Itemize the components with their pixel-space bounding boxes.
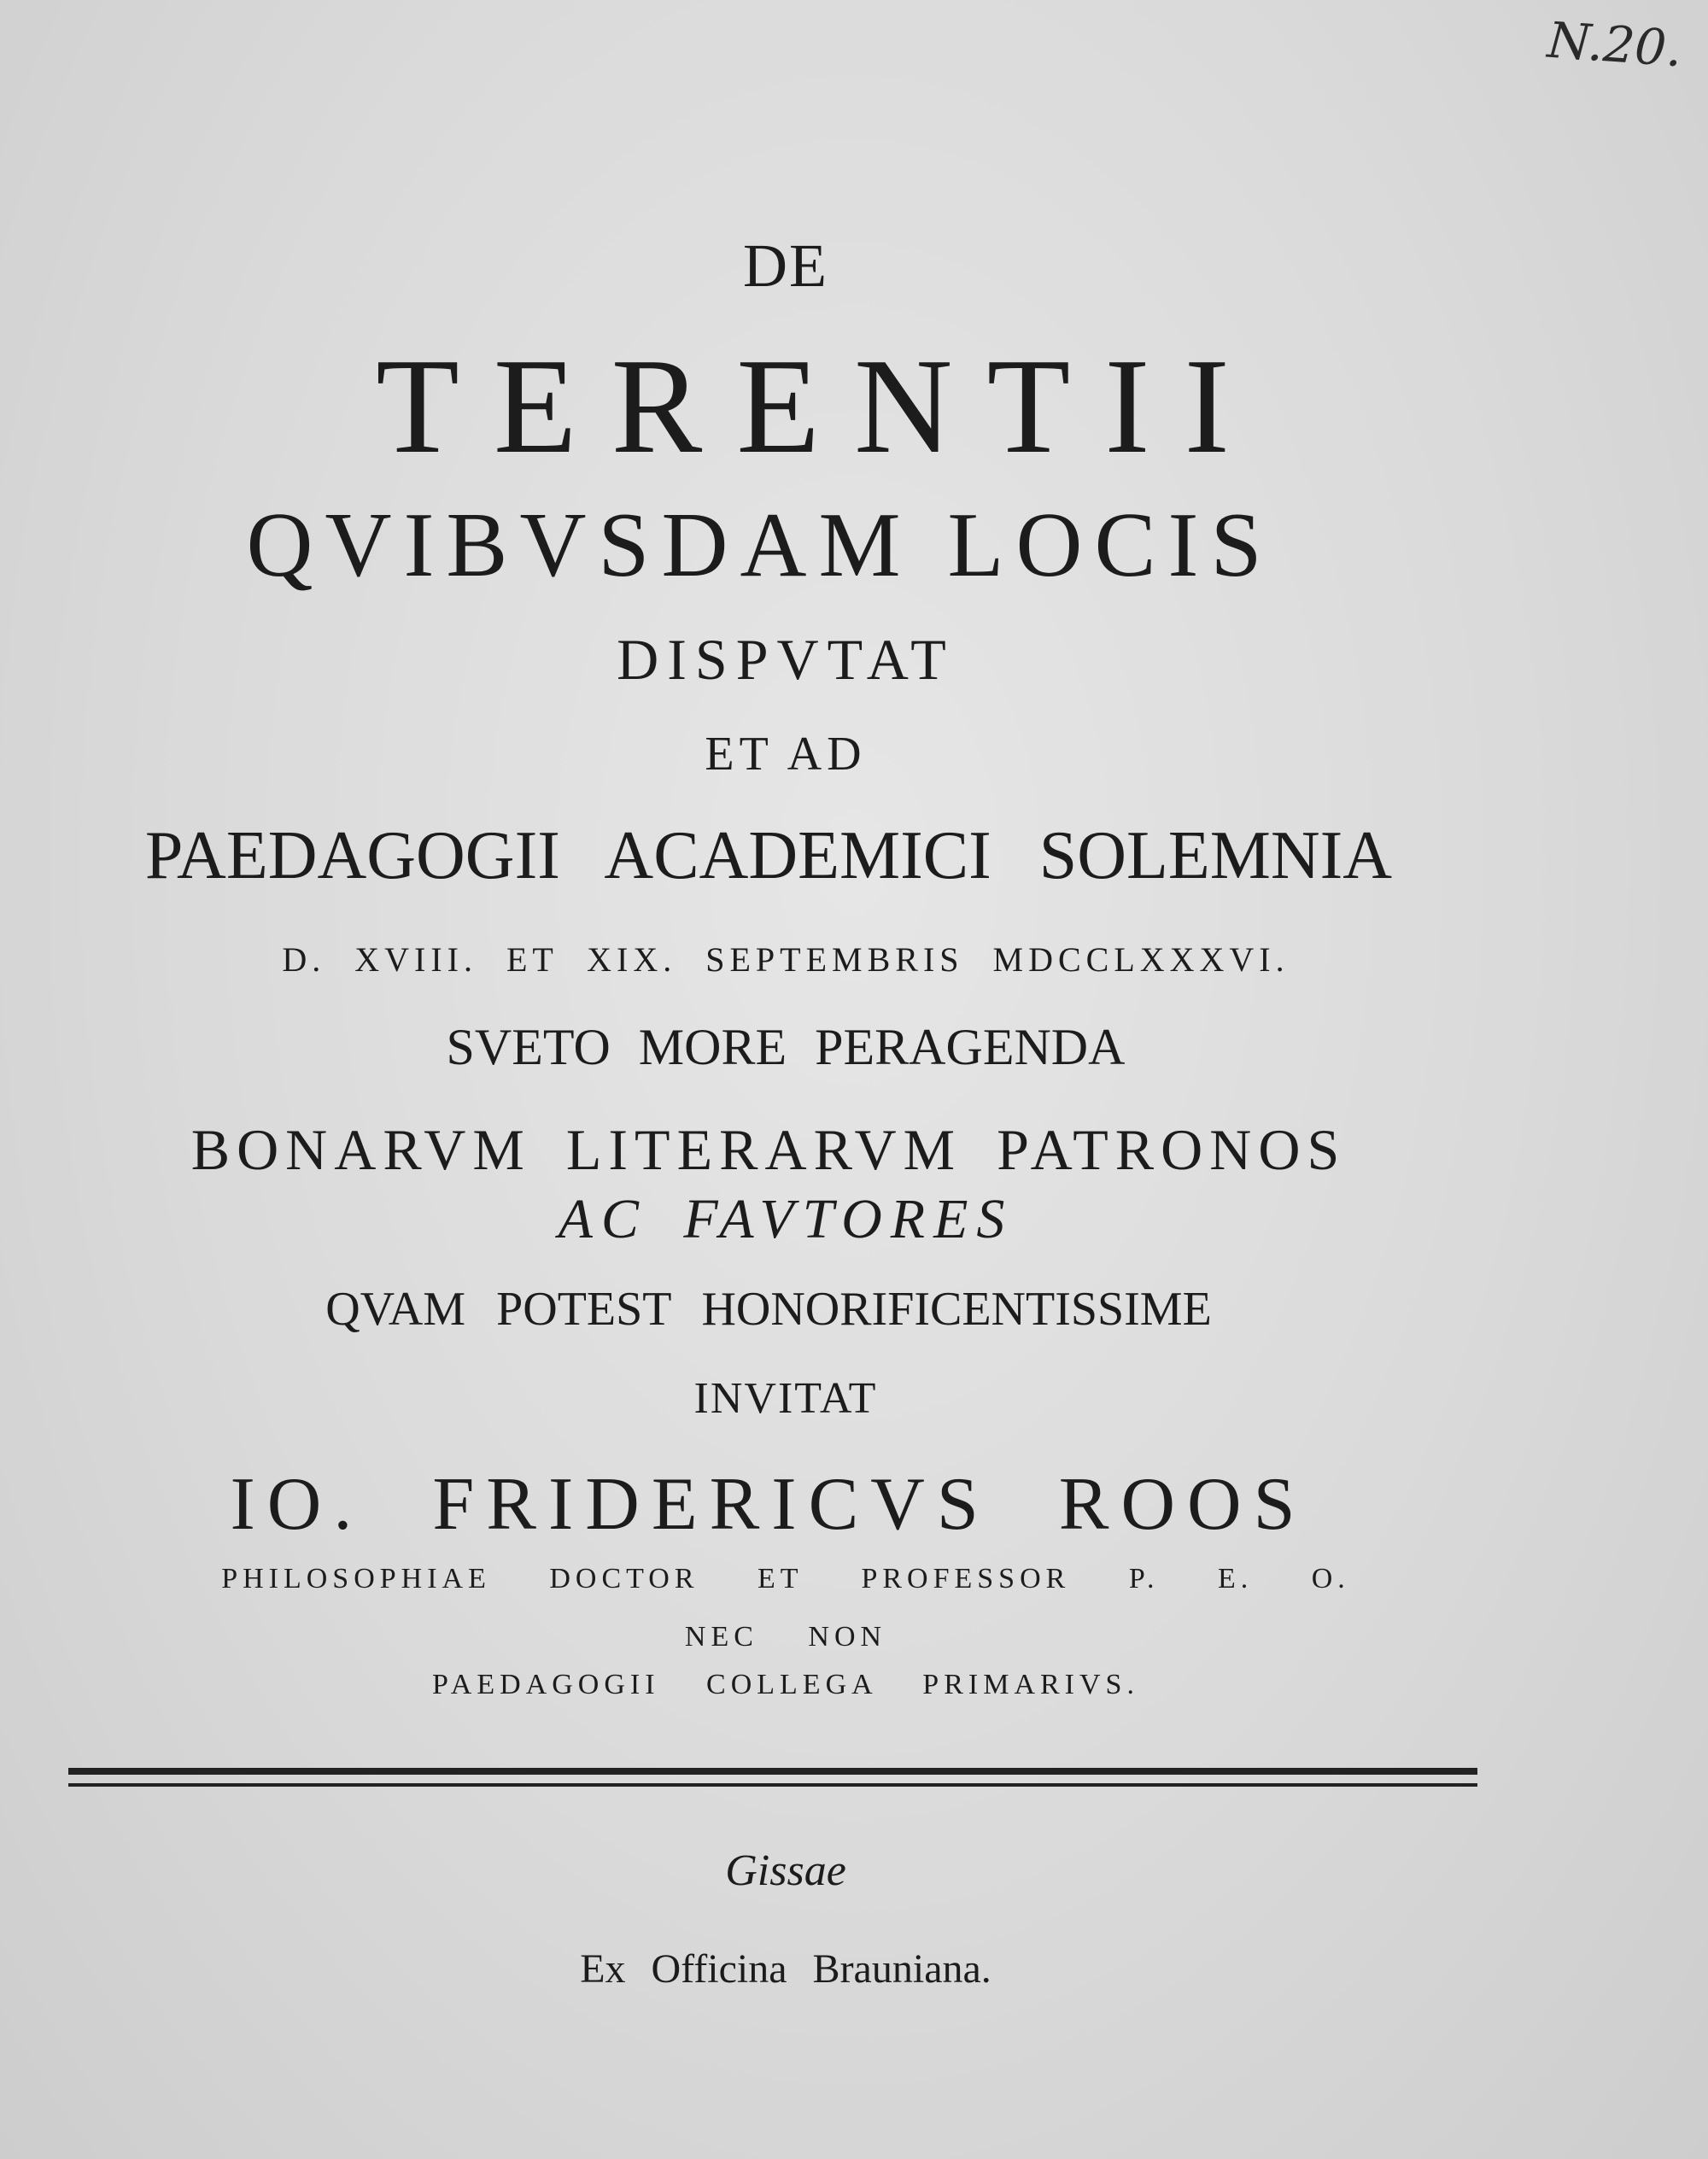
double-rule-thin bbox=[68, 1783, 1477, 1787]
title-line-et-ad: ET AD bbox=[705, 728, 867, 781]
title-line-de: DE bbox=[743, 231, 828, 300]
title-line-invitat: INVITAT bbox=[693, 1374, 878, 1423]
imprint-place: Gissae bbox=[725, 1846, 846, 1895]
title-line-fautores: AC FAVTORES bbox=[558, 1188, 1014, 1250]
title-line-paedagogii: PAEDAGOGII ACADEMICI SOLEMNIA bbox=[144, 818, 1393, 893]
title-line-sveto-more: SVETO MORE PERAGENDA bbox=[446, 1019, 1126, 1075]
title-line-bonarum-literarum: BONARVM LITERARVM PATRONOS bbox=[190, 1117, 1347, 1182]
author-titles: PHILOSOPHIAE DOCTOR ET PROFESSOR P. E. O. bbox=[221, 1563, 1350, 1594]
double-rule-thick bbox=[68, 1768, 1477, 1775]
author-name: IO. FRIDERICVS ROOS bbox=[230, 1463, 1307, 1546]
title-line-quam-potest: QVAM POTEST HONORIFICENTISSIME bbox=[325, 1283, 1212, 1336]
title-line-terentii: TERENTII bbox=[376, 330, 1264, 482]
handwritten-shelfmark: N.20. bbox=[1546, 10, 1685, 79]
author-collega: PAEDAGOGII COLLEGA PRIMARIVS. bbox=[432, 1669, 1139, 1700]
title-line-date: D. XVIII. ET XIX. SEPTEMBRIS MDCCLXXXVI. bbox=[282, 940, 1290, 979]
author-nec-non: NEC NON bbox=[684, 1621, 887, 1653]
imprint-printer: Ex Officina Brauniana. bbox=[580, 1946, 991, 1992]
title-line-disputat: DISPVTAT bbox=[617, 627, 955, 692]
title-line-quibusdam-locis: QVIBVSDAM LOCIS bbox=[246, 494, 1274, 596]
